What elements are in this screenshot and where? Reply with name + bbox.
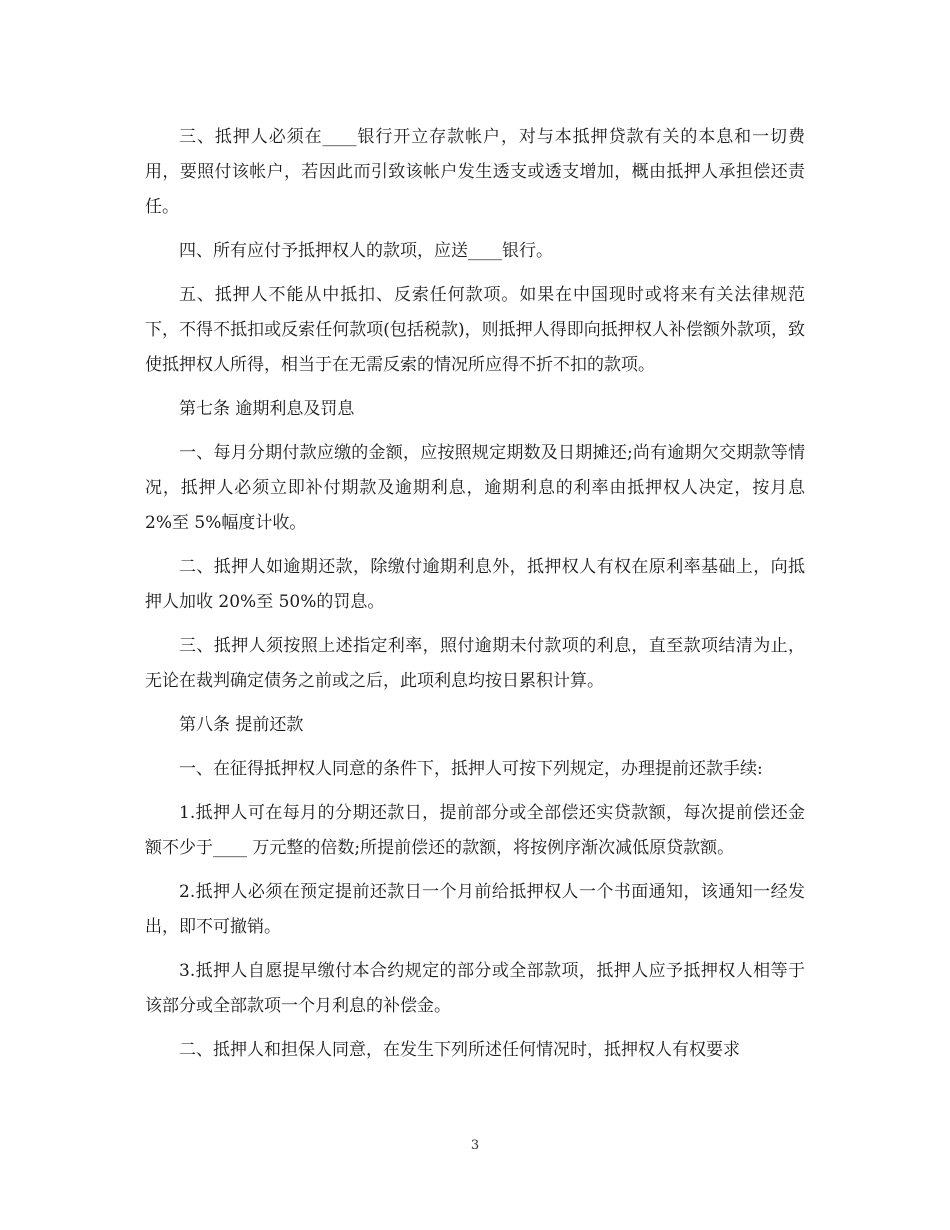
paragraph-article-8-sub-1: 1.抵押人可在每月的分期还款日，提前部分或全部偿还实贷款额，每次提前偿还金额不少于____ 万元整的倍数;所提前偿还的款额，将按例序渐次减低原贷款额。 [145, 803, 805, 858]
paragraph-article-7-item-1: 一、每月分期付款应缴的金额，应按照规定期数及日期摊还;尚有逾期欠交期款等情况，抵押人必须立即补付期款及逾期利息，逾期利息的利率由抵押权人决定，按月息 2%至 5%幅度计收。 [145, 443, 805, 533]
document-body [145, 120, 805, 1077]
paragraph-article-8-sub-3: 3.抵押人自愿提早缴付本合约规定的部分或全部款项，抵押人应予抵押权人相等于该部分或全部款项一个月利息的补偿金。 [145, 961, 805, 1016]
paragraph-article-8-item-2: 二、抵押人和担保人同意，在发生下列所述任何情况时，抵押权人有权要求 [179, 1040, 740, 1060]
paragraph-clause-4: 四、所有应付予抵押权人的款项，应送____银行。 [179, 241, 553, 261]
article-7-heading: 第七条 逾期利息及罚息 [179, 399, 355, 419]
paragraph-clause-5: 五、抵押人不能从中抵扣、反索任何款项。如果在中国现时或将来有关法律规范下，不得不抵扣或反索任何款项(包括税款)，则抵押人得即向抵押权人补偿额外款项，致使抵押权人所得，相当于在无需反索的情况所应得不折不扣的款项。 [145, 285, 805, 375]
paragraph-article-7-item-3: 三、抵押人须按照上述指定利率，照付逾期未付款项的利息，直至款项结清为止，无论在裁判确定债务之前或之后，此项利息均按日累积计算。 [145, 636, 805, 691]
paragraph-article-7-item-2: 二、抵押人如逾期还款，除缴付逾期利息外，抵押权人有权在原利率基础上，向抵押人加收 20%至 50%的罚息。 [145, 557, 805, 612]
paragraph-article-8-item-1: 一、在征得抵押权人同意的条件下，抵押人可按下列规定，办理提前还款手续: [179, 759, 763, 779]
article-8-heading: 第八条 提前还款 [179, 715, 304, 735]
paragraph-article-8-sub-2: 2.抵押人必须在预定提前还款日一个月前给抵押权人一个书面通知，该通知一经发出，即不可撤销。 [145, 882, 805, 937]
paragraph-clause-3: 三、抵押人必须在____银行开立存款帐户，对与本抵押贷款有关的本息和一切费用，要照付该帐户，若因此而引致该帐户发生透支或透支增加，概由抵押人承担偿还责任。 [145, 127, 805, 217]
page-number: 3 [470, 1138, 480, 1153]
